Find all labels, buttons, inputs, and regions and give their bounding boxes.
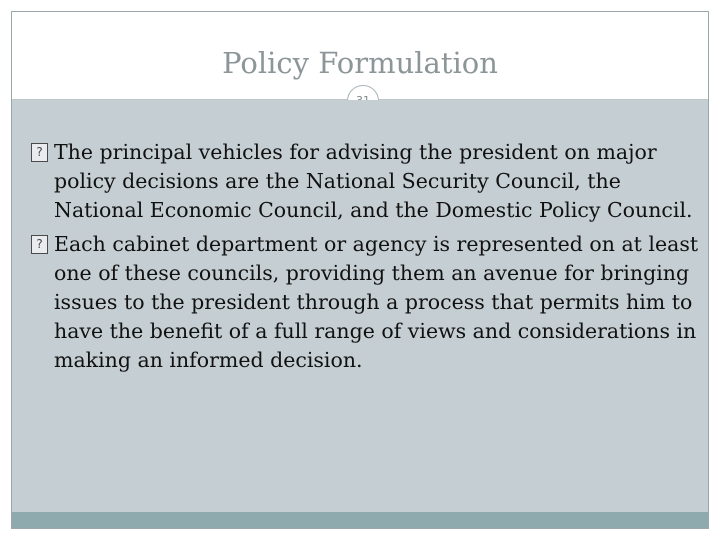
- bullet-item: [31, 138, 701, 225]
- slide-frame: [11, 11, 709, 529]
- slide-title: Policy Formulation: [222, 46, 498, 80]
- bullet-text: Each cabinet department or agency is represented on at least one of these councils, providing them an avenue for bringing issues to the president through a process that permits him to have the benefit of a full range of views and considerations in making an informed decision.: [54, 232, 699, 372]
- missing-glyph-icon: [31, 143, 48, 162]
- bullet-item: [31, 230, 701, 375]
- bullet-text: The principal vehicles for advising the president on major policy decisions are the National Security Council, the National Economic Council, and the Domestic Policy Council.: [54, 140, 693, 222]
- content-panel: [12, 100, 708, 512]
- bullet-list: [31, 138, 701, 380]
- missing-glyph-icon: [31, 235, 48, 254]
- bottom-accent-bar: [12, 512, 708, 528]
